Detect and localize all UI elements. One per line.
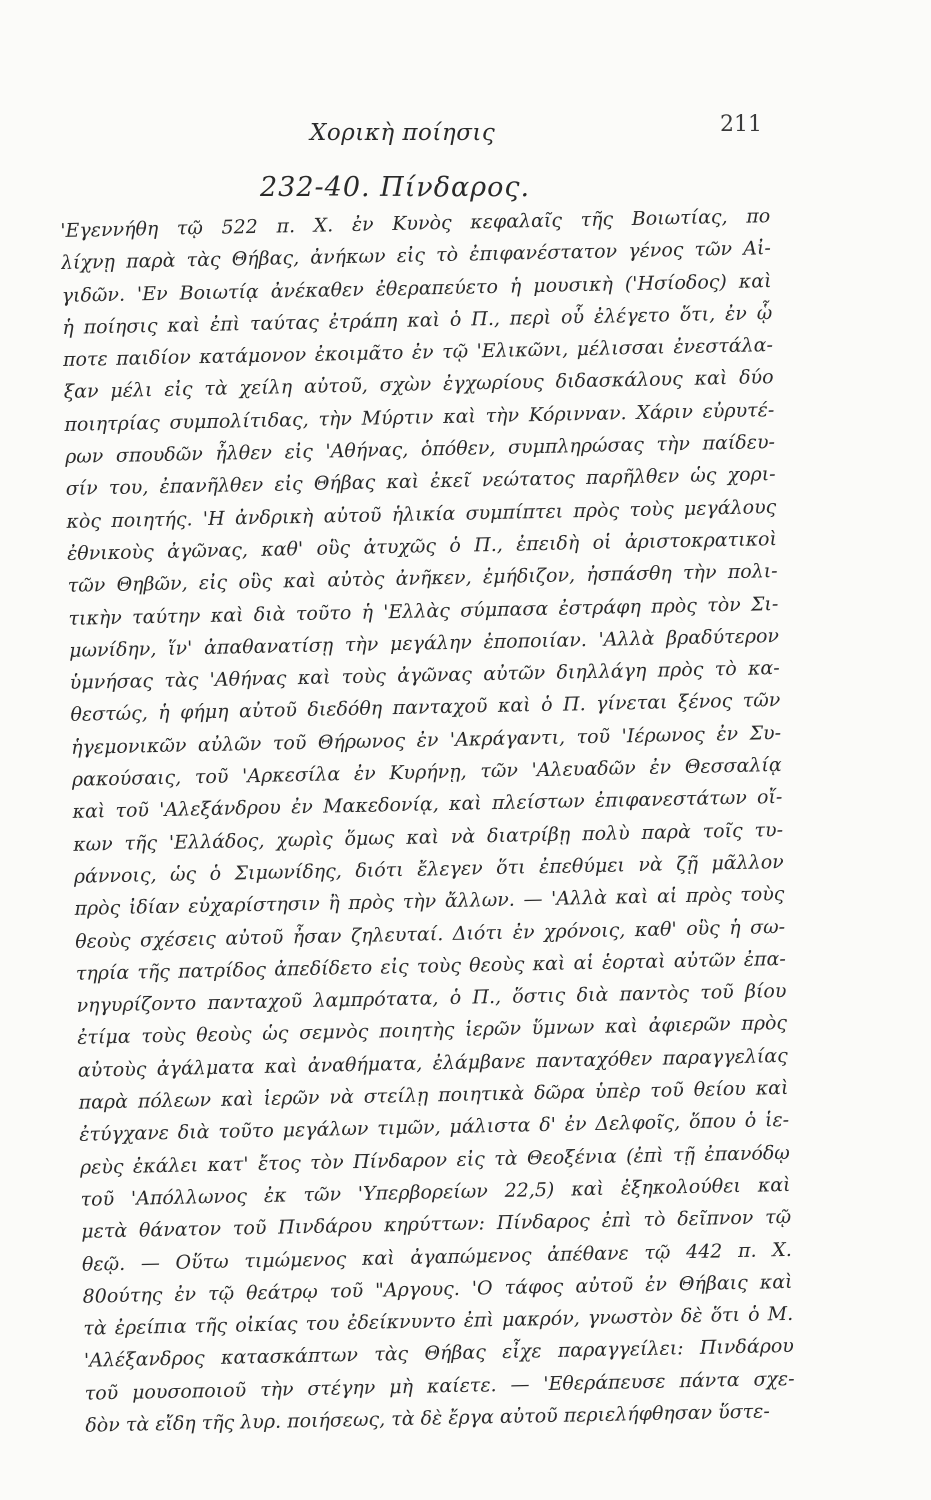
text-line: ἐθνικοὺς ἀγῶνας, καθ' οὓς ἀτυχῶς ὁ Π., ἐπειδὴ οἱ ἀριστοκρατικοὶ	[66, 528, 778, 565]
text-line: γιδῶν. 'Εν Βοιωτίᾳ ἀνέκαθεν ἐθεραπεύετο ἡ μουσικὴ ('Ησίοδος) καὶ	[61, 269, 772, 307]
text-line: τὰ ἐρείπια τῆς οἰκίας του ἐδείκνυντο ἐπὶ μακρόν, γνωστὸν δὲ ὅτι ὁ Μ.	[83, 1302, 794, 1340]
text-line: μωνίδην, ἵν' ἀπαθανατίσῃ τὴν μεγάλην ἐποποιίαν. 'Αλλὰ βραδύτερον	[68, 624, 780, 662]
text-line: τῶν Θηβῶν, εἰς οὓς καὶ αὐτὸς ἀνῆκεν, ἐμήδιζον, ἠσπάσθη τὴν πολι-	[67, 560, 778, 598]
text-line: ἐτίμα τοὺς θεοὺς ὡς σεμνὸς ποιητὴς ἱερῶν ὕμνων καὶ ἀφιερῶν πρὸς	[77, 1012, 788, 1050]
text-line: σίν του, ἐπανῆλθεν εἰς Θήβας καὶ ἐκεῖ νεώτατος παρῆλθεν ὡς χορι-	[65, 463, 776, 501]
text-line: τικὴν ταύτην καὶ διὰ τοῦτο ἡ 'Ελλὰς σύμπασα ἐστράφη πρὸς τὸν Σι-	[68, 592, 779, 630]
text-line: τοῦ μουσοποιοῦ τὴν στέγην μὴ καίετε. — 'Εθεράπευσε πάντα σχε-	[84, 1367, 795, 1405]
text-line: ρεὺς ἐκάλει κατ' ἔτος τὸν Πίνδαρον εἰς τὰ Θεοξένια (ἐπὶ τῇ ἐπανόδῳ	[79, 1141, 791, 1179]
text-line: καὶ τοῦ 'Αλεξάνδρου ἐν Μακεδονίᾳ, καὶ πλείστων ἐπιφανεστάτων οἴ-	[72, 786, 783, 824]
text-line: νηγυρίζοντο πανταχοῦ λαμπρότατα, ὁ Π., ὅστις διὰ παντὸς τοῦ βίου	[76, 980, 787, 1017]
text-line: λίχνῃ παρὰ τὰς Θήβας, ἀνήκων εἰς τὸ ἐπιφανέστατον γένος τῶν Αἰ-	[60, 237, 772, 275]
text-line: πρὸς ἰδίαν εὐχαρίστησιν ἢ πρὸς τὴν ἄλλων. — 'Αλλὰ καὶ αἱ πρὸς τοὺς	[74, 883, 785, 921]
text-line: κὸς ποιητής. 'Η ἀνδρικὴ αὐτοῦ ἡλικία συμπίπτει πρὸς τοὺς μεγάλους	[66, 495, 777, 533]
text-line: 'Εγεννήθη τῷ 522 π. Χ. ἐν Κυνὸς κεφαλαῖς τῆς Βοιωτίας, πο	[60, 205, 771, 242]
text-line: τηρία τῆς πατρίδος ἀπεδίδετο εἰς τοὺς θεοὺς καὶ αἱ ἑορταὶ αὐτῶν ἐπα-	[75, 947, 786, 985]
text-line: ρων σπουδῶν ἦλθεν εἰς 'Αθήνας, ὁπόθεν, συμπληρώσας τὴν παίδευ-	[64, 431, 776, 469]
text-line: ποτε παιδίον κατάμονον ἐκοιμᾶτο ἐν τῷ 'Ελικῶνι, μέλισσαι ἐνεστάλα-	[62, 334, 774, 372]
text-line: θεστώς, ἡ φήμη αὐτοῦ διεδόθη πανταχοῦ καὶ ὁ Π. γίνεται ξένος τῶν	[70, 689, 781, 727]
text-line: ρακούσαις, τοῦ 'Αρκεσίλα ἐν Κυρήνῃ, τῶν 'Αλευαδῶν ἐν Θεσσαλίᾳ	[71, 754, 782, 791]
text-line: μετὰ θάνατον τοῦ Πινδάρου κηρύττων: Πίνδαρος ἐπὶ τὸ δεῖπνον τῷ	[81, 1206, 792, 1243]
text-line: ὑμνήσας τὰς 'Αθήνας καὶ τοὺς ἀγῶνας αὐτῶν διηλλάγη πρὸς τὸ κα-	[69, 657, 780, 695]
text-line: κων τῆς 'Ελλάδος, χωρὶς ὅμως καὶ νὰ διατρίβῃ πολὺ παρὰ τοῖς τυ-	[72, 818, 784, 856]
text-line: ἐτύγχανε διὰ τοῦτο μεγάλων τιμῶν, μάλιστα δ' ἐν Δελφοῖς, ὅπου ὁ ἱε-	[79, 1109, 790, 1147]
page-number: 211	[720, 112, 762, 137]
text-line: τοῦ 'Απόλλωνος ἐκ τῶν 'Υπερβορείων 22,5) καὶ ἐξηκολούθει καὶ	[80, 1173, 791, 1211]
running-title: Χορικὴ ποίησις	[310, 120, 496, 146]
text-line: ποιητρίας συμπολίτιδας, τὴν Μύρτιν καὶ τὴν Κόρινναν. Χάριν εὐρυτέ-	[64, 398, 775, 436]
text-line: 80ούτης ἐν τῷ θεάτρῳ τοῦ "Αργους. 'Ο τάφος αὐτοῦ ἐν Θήβαις καὶ	[82, 1270, 793, 1308]
text-line: θεοὺς σχέσεις αὐτοῦ ἦσαν ζηλευταί. Διότι ἐν χρόνοις, καθ' οὓς ἡ σω-	[74, 915, 786, 953]
section-heading: 232-40. Πίνδαρος.	[260, 172, 531, 203]
text-line: ράννοις, ὡς ὁ Σιμωνίδης, διότι ἔλεγεν ὅτι ἐπεθύμει νὰ ζῇ μᾶλλον	[73, 850, 784, 888]
text-line: δὸν τὰ εἴδη τῆς λυρ. ποιήσεως, τὰ δὲ ἔργα αὐτοῦ περιελήφθησαν ὕστε-	[85, 1400, 771, 1437]
text-line: 'Αλέξανδρος κατασκάπτων τὰς Θήβας εἶχε παραγγείλει: Πινδάρου	[83, 1335, 795, 1373]
text-line: παρὰ πόλεων καὶ ἱερῶν νὰ στείλῃ ποιητικὰ δῶρα ὑπὲρ τοῦ θείου καὶ	[78, 1076, 789, 1114]
text-line: ἡγεμονικῶν αὐλῶν τοῦ Θήρωνος ἐν 'Ακράγαντι, τοῦ 'Ιέρωνος ἐν Συ-	[70, 721, 782, 759]
text-line: ξαν μέλι εἰς τὰ χείλη αὐτοῦ, σχὼν ἐγχωρίους διδασκάλους καὶ δύο	[63, 366, 774, 404]
text-line: αὐτοὺς ἀγάλματα καὶ ἀναθήματα, ἐλάμβανε πανταχόθεν παραγγελίας	[77, 1044, 788, 1082]
text-line: θεῷ. — Οὕτω τιμώμενος καὶ ἀγαπώμενος ἀπέθανε τῷ 442 π. Χ.	[81, 1238, 793, 1276]
text-line: ἡ ποίησις καὶ ἐπὶ ταύτας ἐτράπη καὶ ὁ Π., περὶ οὗ ἐλέγετο ὅτι, ἐν ᾧ	[62, 301, 773, 339]
body-text	[60, 200, 796, 1442]
